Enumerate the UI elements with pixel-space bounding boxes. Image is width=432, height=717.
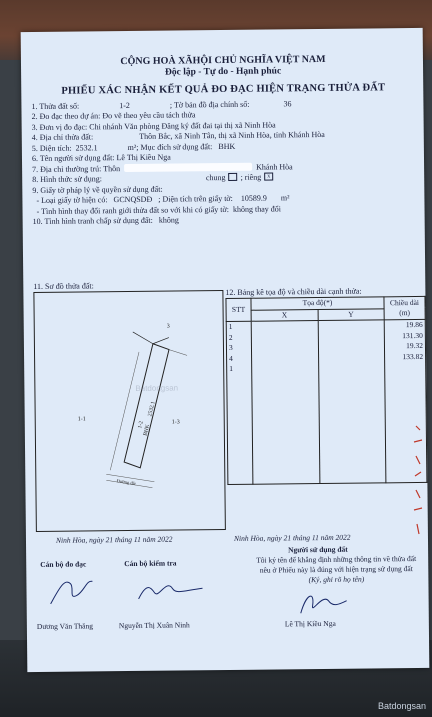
y-column [318,320,386,484]
length-cell: 19.32 [406,340,424,351]
boundary-change-label: - Tình hình thay đổi ranh giới thửa đất so với khi có giấy tờ: [36,204,229,216]
stt-cell: 4 [229,353,233,363]
length-cell: 131.30 [402,330,423,340]
doc-type-label: - Loại giấy tờ hiện có: [36,195,108,205]
doc-type-value: GCNQSDĐ [113,194,153,205]
length-cell: 19.86 [405,319,423,330]
sketch-label-left: 1-1 [77,416,86,423]
sketch-section-title: 11. Sơ đồ thửa đất: [33,281,94,292]
map-sheet-label: ; Tờ bản đồ địa chính số: [169,99,250,110]
user-note-2: nêu ở Phiếu này là đúng với hiện trạng sử dụng đất [259,564,413,575]
dispute-label: 10. Tình hình tranh chấp sử dụng đất: [32,215,153,227]
center-watermark: Batdongsan [135,383,179,393]
surveyor-name: Dương Văn Thắng [36,621,94,631]
motto: Độc lập - Tự do - Hạnh phúc [164,65,282,78]
purpose-value: BHK [218,141,236,151]
x-column [251,321,319,485]
user-name: Lê Thị Kiều Nga [284,618,336,629]
date-right: Ninh Hòa, ngày 21 tháng 11 năm 2022 [233,532,351,543]
redacted-area [124,162,252,171]
checker-title: Cán bộ kiểm tra [124,558,177,569]
coordinate-table-block [225,296,427,528]
surveyor-signature [40,569,110,610]
user-note-3: (Ký, ghi rõ họ tên) [308,574,365,585]
coordinate-table [225,296,427,485]
usage-shared-checkbox [228,173,237,181]
parcel-label-number: 1-2 [137,420,145,430]
doc-area-value: 10589.9 [240,193,267,203]
red-ink-marks [410,420,426,540]
sketch-label-right: 1-3 [171,419,180,426]
purpose-label: m²; Mục đích sử dụng đất: [127,141,213,152]
col-y: Y [318,308,385,320]
stt-cell: 2 [228,332,233,342]
neighbor-line-top-right [153,338,169,344]
col-length: Chiều dài (m) [384,296,425,319]
area-label: 5. Diện tích: [31,143,72,153]
user-title: Người sử dụng đất [288,544,348,555]
user-note-1: Tôi ký tên để khẳng định những thông tin về thửa đất [256,554,417,565]
coords-section-title: 12. Bảng kê tọa độ và chiều dài cạnh thửa: [225,286,362,297]
permanent-address-tail: Khánh Hòa [256,161,293,172]
usage-form-label: 8. Hình thức sử dụng: [32,174,103,185]
stt-column [226,321,253,484]
parcel-sketch-svg [34,291,224,531]
permanent-address-label: 7. Địa chỉ thường trú: Thôn [32,163,121,174]
map-sheet-value: 36 [283,98,292,108]
field-land-user: 6. Tên người sử dụng đất: Lê Thị Kiều Nga [31,152,171,164]
parcel-address-value: Thôn Bắc, xã Ninh Tân, thị xã Ninh Hòa, tỉnh Khánh Hòa [139,129,325,141]
parcel-address-label: 4. Địa chỉ thửa đất: [31,132,94,143]
area-value: 2532.1 [75,142,98,153]
doc-area-label: ; Diện tích trên giấy tờ: [158,193,233,204]
length-cell: 133.82 [402,351,424,361]
doc-area-unit: m² [280,193,290,203]
boundary-change-value: không thay đổi [232,203,281,214]
document-content [31,46,424,662]
field-survey-unit: 3. Đơn vị đo đạc: Chi nhánh Văn phòng Đăng ký đất đai tại thị xã Ninh Hòa [31,119,276,132]
neighbor-line-left [109,352,140,470]
dispute-value: không [158,215,179,225]
sketch-label-top: 3 [166,323,170,330]
usage-private-checkbox: x [264,172,273,180]
stt-cell: 1 [228,321,233,331]
parcel-sketch [33,290,226,532]
col-stt: STT [226,298,251,321]
date-left: Ninh Hòa, ngày 21 tháng 11 năm 2022 [55,534,173,545]
field-legal-docs: 9. Giấy tờ pháp lý về quyền sử dụng đất: [32,184,163,195]
usage-private-label: ; riêng [240,172,262,182]
corner-watermark: Batdongsan [377,701,426,711]
user-signature [292,587,352,622]
col-coords: Tọa độ(*) [251,297,384,310]
neighbor-line-right [169,349,187,355]
country-heading: CỘNG HOÀ XÃHỘI CHỦ NGHĨA VIỆT NAM [120,53,326,68]
parcel-label-purpose: BHK [142,423,152,437]
checker-name: Nguyễn Thị Xuân Ninh [118,620,190,631]
neighbor-line-top [133,332,153,344]
parcel-label-area: 2532.1 [147,400,157,418]
stt-cell: 3 [228,342,233,352]
usage-shared-label: chung [205,172,226,183]
checker-signature [132,568,212,609]
field-survey-project: 2. Đo đạc theo dự án: Đo vẽ theo yêu cầu tách thửa [31,110,196,122]
surveyor-title: Cán bộ đo đạc [40,559,87,569]
col-x: X [251,309,318,321]
parcel-number-value: 1-2 [119,100,130,110]
parcel-number-label: 1. Thửa đất số: [31,101,80,111]
document-title: PHIẾU XÁC NHẬN KẾT QUẢ ĐO ĐẠC HIỆN TRẠNG THỬA ĐẤT [61,82,386,97]
road-label: Đường đất [116,478,137,487]
document-sheet [21,28,430,672]
stt-cell: 1 [229,363,233,373]
parcel-boundary [123,344,170,468]
